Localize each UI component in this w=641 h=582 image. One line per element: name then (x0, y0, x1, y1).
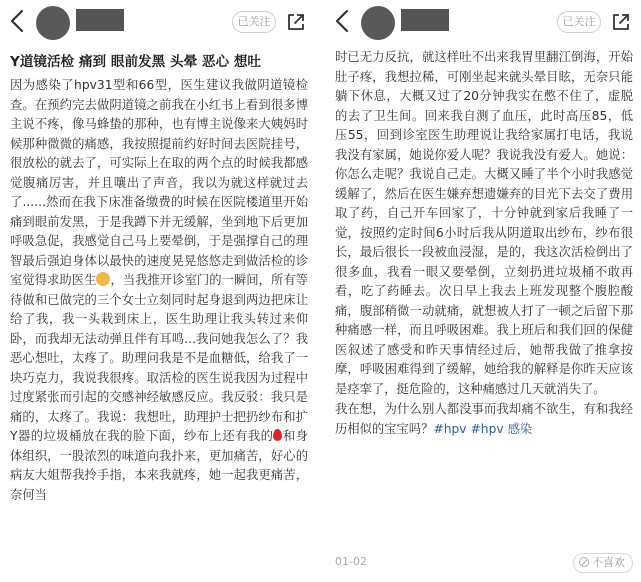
question-text: 我在想，为什么别人都没事而我却痛不欲生，有和我经历相似的宝宝吗？ (335, 402, 633, 436)
share-icon (611, 12, 631, 32)
post-date: 01-02 (335, 555, 367, 568)
post-panel-right (325, 0, 641, 582)
post-body-question (335, 400, 633, 439)
body-text-3: 和身体组织，一股浓烈的味道向我扑来，更加痛苦，好心的病友大姐帮我拎手指，本来我就疼，她一起我更痛苦，奈何当 (10, 429, 308, 502)
post-content (325, 46, 641, 439)
top-bar (325, 0, 641, 46)
dislike-button[interactable] (573, 553, 633, 573)
post-footer (335, 553, 633, 573)
top-bar (0, 0, 316, 46)
panel-divider (316, 0, 325, 582)
body-text-2: ，当我推开诊室门的一瞬间，所有等待做和已做完的三个女士立刻同时起身退到两边把床让给了我，我一头栽到床上，医生助理让我头转过来仰卧，而我却无法动弹且伴有耳鸣...我问她我怎么了？我恶心想吐，太疼了。助理问我是不是血糖低，给我了一块巧克力，我说我很疼。取活检的医生说我因为过程中过度紧张而引起的交感神经敏感反应。我反驳：我只是痛的，太疼了。我说：我想吐，助理护士把扔纱布和扩Y器的垃圾桶放在我的脸下面，纱布上还有我的 (10, 273, 308, 443)
follow-button[interactable]: 已关注 (557, 11, 601, 33)
share-icon (286, 12, 306, 32)
back-button[interactable] (10, 9, 32, 35)
post-content (0, 52, 316, 505)
chevron-left-icon (10, 9, 24, 33)
author-avatar[interactable] (361, 6, 395, 40)
dislike-label: 不喜欢 (592, 556, 625, 569)
author-name-redacted[interactable] (76, 9, 124, 31)
hashtag-hpv-infection[interactable]: #hpv 感染 (470, 421, 533, 436)
post-body (10, 76, 308, 505)
post-body: 时已无力反抗，就这样吐不出来我胃里翻江倒海，开始肚子疼，我想拉稀，可刚坐起来就头晕目眩，无奈只能躺下休息，大概又过了20分钟我实在憋不住了，虚脱的去了卫生间。回来我自测了血压，此时高压85，低压55，回到诊室医生助理说让我给家属打电话，我说我没有家属，她说你爱人呢？我说我没有爱人。她说：你怎么走呢？我说自己走。大概又睡了半个小时我感觉缓解了，然后在医生嫌弃想遗嫌弃的目光下去交了费用取了药，自己开车回家了，十分钟就到家后我睡了一觉，按照约定时间6小时后我从阴道取出纱布，纱布很长，最后很长一段被血浸湿，是的，我这次活检倒出了很多血，我看一眼又要晕倒，立刻扔进垃圾桶不敢再看，吃了药睡去。次日早上我去上班发现整个腹腔酸痛，腹部稍微一动就痛，就想被人打了一顿之后留下那种痛感一样，而且呼吸困难。我上班后和我们回的保健医叙述了感受和昨天事情经过后，她帮我做了推拿按摩，呼吸困难得到了缓解，她给我的解释是你昨天应该是痉挛了，挺危险的，这种痛感过几天就消失了。 (335, 50, 633, 396)
author-name-redacted[interactable] (401, 9, 449, 31)
share-button[interactable] (286, 12, 306, 32)
back-button[interactable] (335, 9, 357, 35)
chevron-left-icon (335, 9, 349, 33)
body-text-1: 因为感染了hpv31型和66型，医生建议我做阴道镜检查。在预约完去做阴道镜之前我在小红书上看到很多博主说不疼，像马蜂蛰的那种，也有博主说像来大姨妈时候那种微微的痛感，我按照提前约好时间去医院挂号，很放松的就去了，可实际上在取的两个点的时候我都感觉腹痛厉害，并且嚷出了声音，我以为就这样就过去了......然而在我下床准备缴费的时候在医院楼道里开始痛到眼前发黑，于是我蹲下并无缓解，坐到地下后更加呼吸急促，我感觉自己马上要晕倒，于是强撑自己的理智最后强迫身体以最快的速度晃晃悠悠走到做活检的诊室觉得求助医生 (10, 78, 308, 287)
hashtag-hpv[interactable]: #hpv (433, 421, 467, 436)
follow-button[interactable]: 已关注 (232, 11, 276, 33)
author-avatar[interactable] (36, 6, 70, 40)
dislike-icon (579, 557, 589, 567)
share-button[interactable] (611, 12, 631, 32)
emoji-face-icon (96, 272, 110, 286)
post-panel-left (0, 0, 316, 582)
post-title: Y道镜活检 痛到 眼前发黑 头晕 恶心 想吐 (10, 54, 262, 70)
